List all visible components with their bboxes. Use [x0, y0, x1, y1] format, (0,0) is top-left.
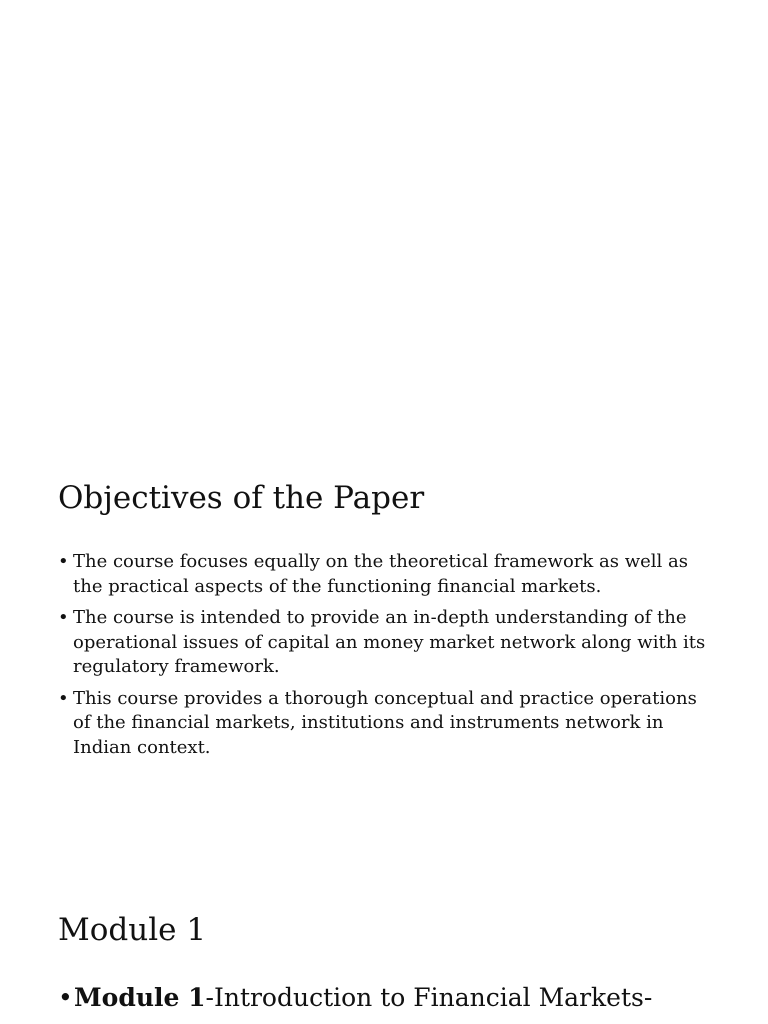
bullet-item: [58, 550, 718, 599]
bullet-list: [58, 982, 758, 1014]
bullet-text: The course focuses equally on the theoretical framework as well as the practical aspects of the functioning financial markets.: [73, 551, 688, 597]
bullet-marker: •: [58, 983, 73, 1012]
bullet-text: This course provides a thorough conceptual and practice operations of the financial markets, institutions and instruments network in Indian context.: [73, 687, 697, 758]
bullet-list: [58, 550, 718, 767]
slide-objectives: [0, 476, 768, 776]
slide-title: Module 1: [58, 912, 207, 948]
bullet-item: [58, 982, 758, 1014]
bullet-marker: •: [58, 607, 69, 628]
bullet-marker: •: [58, 687, 69, 709]
slide-module-1: [0, 908, 768, 1024]
bullet-text: -Introduction to Financial Markets-: [205, 983, 653, 1012]
module-label: Module 1: [74, 983, 206, 1012]
bullet-text: The course is intended to provide an in-depth understanding of the operational issues of capital an money market network along with its regulatory framework.: [73, 607, 706, 677]
bullet-item: [58, 606, 718, 680]
bullet-marker: •: [58, 551, 69, 572]
bullet-item: [58, 687, 718, 761]
slide-title: Objectives of the Paper: [58, 480, 425, 516]
